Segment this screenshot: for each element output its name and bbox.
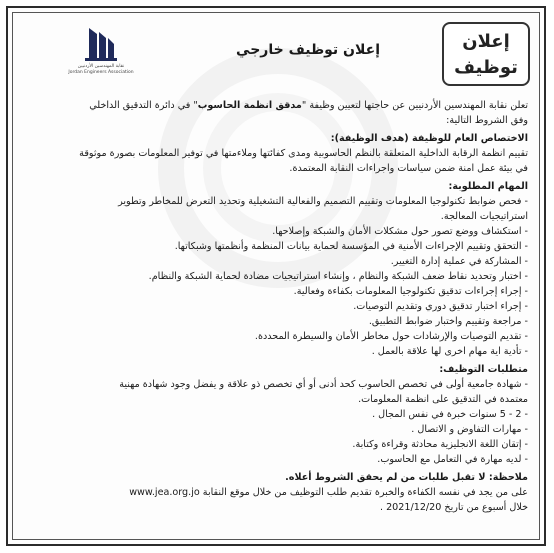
task-item: استراتيجيات المعالجة.	[440, 211, 528, 222]
task-item: - إجراء إجراءات تدقيق تكنولوجيا المعلومات بكفاءة وفعالية.	[293, 286, 528, 297]
advertisement-frame	[6, 6, 546, 546]
badge-line-2: توظيف	[454, 57, 518, 78]
job-ad-badge	[442, 22, 530, 86]
task-item: - استكشاف ووضع تصور حول مشكلات الأمان والشبكة وإصلاحها.	[272, 226, 528, 237]
intro-line-2: وفق الشروط التالية:	[446, 115, 528, 126]
purpose-heading: الاختصاص العام للوظيفة (هدف الوظيفة):	[330, 133, 528, 144]
ad-body	[24, 98, 528, 515]
header	[22, 20, 530, 92]
requirement-item: - إتقان اللغة الانجليزية محادثة وقراءة وكتابة.	[352, 439, 528, 450]
task-item: - تأدية اية مهام اخرى لها علاقة بالعمل .	[371, 346, 528, 357]
requirement-item: - لديه مهارة في التعامل مع الحاسوب.	[377, 454, 528, 465]
task-item: - مراجعة وتقييم واختبار ضوابط التطبيق.	[368, 316, 528, 327]
purpose-line-1: تقييم انظمة الرقابة الداخلية المتعلقة بالنظم الحاسوبية ومدى كفائتها وملاءمتها في توفير المعلومات بصورة موثوقة	[79, 148, 528, 159]
tasks-heading: المهام المطلوبة:	[448, 181, 528, 192]
intro-text-1: تعلن نقابة المهندسين الأردنيين عن حاجتها لتعيين وظيفة "	[301, 100, 528, 111]
logo-caption-en: Jordan Engineers Association	[68, 70, 134, 75]
requirement-item: معتمدة في التدقيق على انظمة المعلومات.	[358, 394, 528, 405]
requirement-item: - 2 - 5 سنوات خبرة في نفس المجال .	[372, 409, 528, 420]
association-logo	[66, 24, 136, 86]
closing-line-1	[24, 485, 528, 500]
jea-logo-icon	[81, 24, 121, 64]
task-item: - التحقق وتقييم الإجراءات الأمنية في المؤسسة لحماية بيانات المنظمة وأنظمتها وشبكاتها.	[174, 241, 528, 252]
task-item: - فحص ضوابط تكنولوجيا المعلومات وتقييم التصميم والفعالية التشغيلية وتحديد التعرض للمخاطر وتطوير	[118, 196, 528, 207]
task-item: - المشاركة في عملية إدارة التغيير.	[390, 256, 528, 267]
closing-text: على من يجد في نفسه الكفاءة والخبرة تقديم طلب التوظيف من خلال موقع النقابة	[202, 487, 528, 498]
website-link[interactable]: www.jea.org.jo	[129, 487, 200, 498]
task-item: - تقديم التوصيات والإرشادات حول مخاطر الأمان والسيطرة المحددة.	[254, 331, 528, 342]
closing-line-2: خلال أسبوع من تاريخ 2021/12/20 .	[379, 502, 528, 513]
requirement-item: - مهارات التفاوض و الاتصال .	[411, 424, 528, 435]
note: ملاحظة: لا تقبل طلبات من لم يحقق الشروط أعلاه.	[285, 472, 528, 483]
requirements-heading: متطلبات التوظيف:	[439, 364, 528, 375]
task-item: - إجراء اختبار تدقيق دوري وتقديم التوصيات.	[353, 301, 528, 312]
intro-text-2: " في دائرة التدقيق الداخلي	[89, 100, 198, 111]
requirement-item: - شهادة جامعية أولى في تخصص الحاسوب كحد أدنى أو أي تخصص ذو علاقة و يفضل وجود شهادة مهنية	[119, 379, 528, 390]
intro-line-1	[24, 98, 528, 113]
page-title: إعلان توظيف خارجي	[236, 42, 380, 58]
logo-caption-ar: نقابة المهندسين الأردنيين	[77, 64, 125, 69]
purpose-line-2: في بيئة عمل امنة ضمن سياسات واجراءات النقابة المعتمدة.	[289, 163, 528, 174]
task-item: - اختبار وتحديد نقاط ضعف الشبكة والنظام ، وإنشاء استراتيجيات مضادة لحماية الشبكة والنظام.	[148, 271, 528, 282]
job-title: مدقق انظمة الحاسوب	[197, 100, 302, 111]
badge-line-1: إعلان	[462, 31, 510, 52]
